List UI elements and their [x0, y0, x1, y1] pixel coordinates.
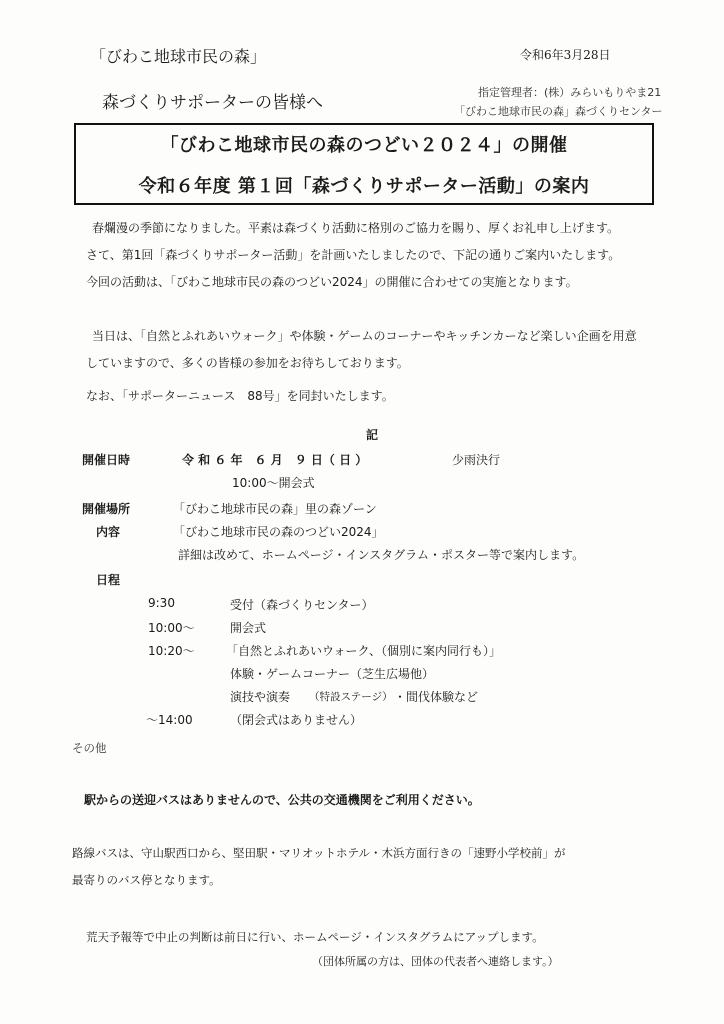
intro-paragraph-2: さて、第1回「森づくりサポーター活動」を計画いたしましたので、下記の通りご案内いたします。	[86, 248, 621, 262]
schedule-time: 9:30	[148, 596, 175, 610]
venue-label: 開催場所	[82, 502, 131, 516]
content-label: 内容	[96, 525, 121, 539]
title-line-2: 令和６年度 第１回「森づくりサポーター活動」の案内	[138, 176, 590, 197]
content-value: 「びわこ地球市民の森のつどい2024」	[173, 525, 384, 539]
manager-name: 指定管理者：(株）みらいもりやま21	[478, 86, 662, 99]
schedule-stage-note: （特設ステージ）	[309, 691, 393, 703]
schedule-item: 演技や演奏	[230, 690, 291, 704]
intro-paragraph-4a: 当日は、「自然とふれあいウォーク」や体験・ゲームのコーナーやキッチンカーなど楽しい企画を用意	[92, 329, 637, 343]
forest-name: 「びわこ地球市民の森」	[90, 47, 267, 66]
date-label: 開催日時	[82, 453, 131, 467]
addressee: 森づくりサポーターの皆様へ	[102, 93, 323, 113]
schedule-time: 10:00～	[148, 621, 195, 635]
opening-time: 10:00～開会式	[232, 476, 315, 490]
schedule-item: （閉会式はありません）	[230, 713, 363, 727]
intro-paragraph-4b: していますので、多くの皆様の参加をお待ちしております。	[86, 356, 409, 370]
ki-heading: 記	[366, 428, 379, 442]
schedule-label: 日程	[96, 573, 121, 587]
intro-paragraph-3: 今回の活動は、「びわこ地球市民の森のつどい2024」の開催に合わせての実施となります。	[86, 275, 578, 289]
content-detail: 詳細は改めて、ホームページ・インスタグラム・ポスター等で案内します。	[178, 548, 585, 562]
rain-note: 少雨決行	[452, 453, 501, 467]
weather-notice: 荒天予報等で中止の判断は前日に行い、ホームページ・インスタグラムにアップします。	[86, 930, 544, 944]
venue-value: 「びわこ地球市民の森」里の森ゾーン	[173, 502, 377, 516]
schedule-item: 受付（森づくりセンター）	[230, 598, 374, 612]
group-notice: （団体所属の方は、団体の代表者へ連絡します。）	[312, 955, 559, 968]
date-value: 令 和 ６ 年 ６ 月 ９ 日（ 日 ）	[182, 453, 368, 467]
schedule-time: 10:20～	[148, 644, 195, 658]
route-bus-line-1: 路線バスは、守山駅西口から、堅田駅・マリオットホテル・木浜方面行きの「速野小学校前」が	[72, 846, 566, 860]
schedule-item: 体験・ゲームコーナー（芝生広場他）	[230, 667, 435, 681]
route-bus-line-2: 最寄りのバス停となります。	[72, 873, 221, 887]
title-line-1: 「びわこ地球市民の森のつどい２０２４」の開催	[160, 135, 568, 156]
document-date: 令和6年3月28日	[520, 48, 611, 62]
intro-paragraph-1: 春爛漫の季節になりました。平素は森づくり活動に格別のご協力を賜り、厚くお礼申し上げます。	[92, 221, 620, 235]
schedule-item: 開会式	[230, 621, 267, 635]
schedule-item: 「自然とふれあいウォーク、（個別に案内同行も）」	[226, 644, 502, 658]
schedule-time: ～14:00	[146, 713, 193, 727]
other-label: その他	[72, 741, 107, 755]
intro-paragraph-5: なお、「サポーターニュース 88号」を同封いたします。	[86, 389, 394, 403]
center-name: 「びわこ地球市民の森」森づくりセンター	[454, 105, 663, 118]
schedule-tail: ・間伐体験など	[394, 690, 479, 704]
bus-warning: 駅からの送迎バスはありませんので、公共の交通機関をご利用ください。	[84, 793, 480, 807]
